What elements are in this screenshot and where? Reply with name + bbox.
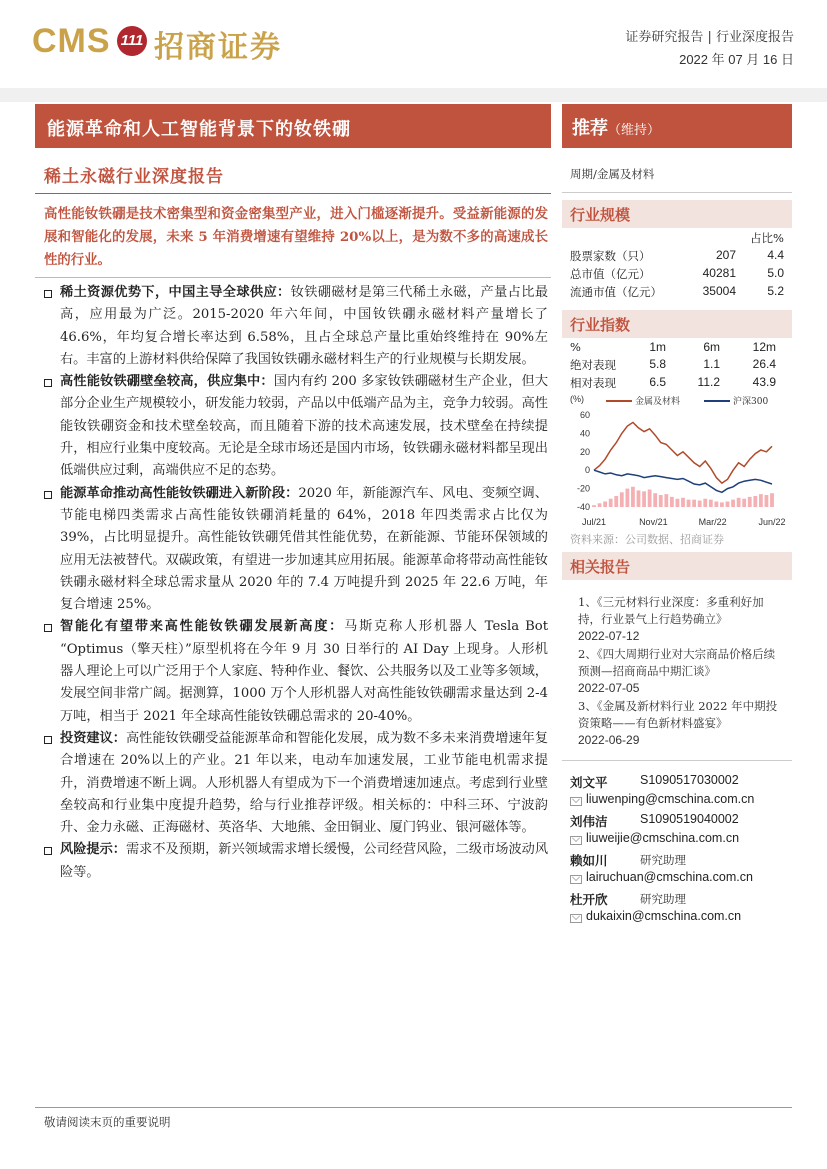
bar <box>642 491 646 507</box>
rating-bar <box>562 104 792 148</box>
bar <box>753 496 757 507</box>
bar <box>659 495 663 507</box>
analyst-role: 研究助理 <box>640 892 686 906</box>
bar <box>620 492 624 507</box>
cell-value: 11.2 <box>697 375 720 389</box>
table-row <box>570 266 784 284</box>
bar <box>648 490 652 507</box>
rating-value: 推荐 <box>572 118 608 139</box>
table-row <box>570 284 784 302</box>
divider <box>35 277 551 278</box>
x-axis <box>582 517 786 527</box>
bullet-item <box>44 483 548 617</box>
y-axis <box>577 410 590 512</box>
analyst-name: 杜开欣 <box>570 892 608 907</box>
cell-value: 207 <box>715 248 736 262</box>
bar <box>692 500 696 507</box>
header-band <box>0 88 827 102</box>
bullet-lead: 智能化有望带来高性能钕铁硼发展新高度： <box>60 619 345 635</box>
bullet-item <box>44 371 548 482</box>
bar <box>614 496 618 507</box>
bar <box>603 501 607 507</box>
bullet-text: 2020 年，新能源汽车、风电、变频空调、节能电梯四类需求占高性能钕铁硼消耗量的 64%，2018 年四类需求占比仅为 39%，占比明显提升。高性能钕铁硼凭借其性能优势，在新能源、节能环保领域的应用无法被替代。双碳政策，有望进一步加速其应用拓展。能源革命将带动高性能钕铁硼永磁材料全球总需求量从 2020 年的 7.4 万吨提升到 2025 年 22.6 万吨，年复合增速 25%。 <box>60 485 548 613</box>
cell-value: 40281 <box>702 266 736 280</box>
section-header-scale <box>562 200 792 228</box>
report-type: 证券研究报告 | 行业深度报告 <box>625 30 794 45</box>
bar <box>726 501 730 507</box>
cell-pct: 5.2 <box>767 284 784 298</box>
section-header-index <box>562 310 792 338</box>
cell-value: 35004 <box>702 284 736 298</box>
checkbox-bullet-icon <box>44 379 52 387</box>
row-label: 相对表现 <box>570 376 616 390</box>
y-tick-label: -20 <box>576 483 590 494</box>
col-header: 占比% <box>750 231 784 245</box>
rating-sub: （维持） <box>608 123 661 138</box>
index-header-row <box>570 340 784 358</box>
cell-value: 43.9 <box>752 375 776 389</box>
bullet-item <box>44 839 548 884</box>
x-tick-label: Jun/22 <box>758 517 786 527</box>
email-icon <box>570 875 582 884</box>
series-lines <box>594 422 772 492</box>
volume-bars <box>592 487 774 507</box>
x-tick-label: Mar/22 <box>698 517 727 527</box>
section-title: 相关报告 <box>570 558 631 576</box>
checkbox-bullet-icon <box>44 847 52 855</box>
email-icon <box>570 836 582 845</box>
cell-pct: 5.0 <box>767 266 784 280</box>
bar <box>742 499 746 507</box>
related-report[interactable] <box>578 646 783 697</box>
related-report[interactable] <box>578 698 783 749</box>
bar <box>609 499 613 507</box>
legend-label: 沪深300 <box>733 397 769 407</box>
bar <box>765 495 769 507</box>
related-title[interactable]: 1、《三元材料行业深度：多重利好加持，行业景气上行趋势确立》 <box>578 595 764 626</box>
divider <box>35 193 551 194</box>
related-title[interactable]: 3、《金属及新材料行业 2022 年中期投资策略——有色新材料盛宴》 <box>578 699 778 730</box>
summary-text: 高性能钕铁硼是技术密集型和资金密集型产业，进入门槛逐渐提升。受益新能源的发展和智能化的发展，未来 5 年消费增速有望维持 20%以上，是为数不多的高速成长性的行业。 <box>44 206 548 268</box>
series-line-0 <box>594 422 772 483</box>
bar <box>670 497 674 507</box>
logo-chinese: 招商证券 <box>154 30 282 65</box>
bullet-lead: 风险提示： <box>60 842 126 858</box>
checkbox-bullet-icon <box>44 624 52 632</box>
bar <box>687 500 691 507</box>
bullet-text: 需求不及预期，新兴领域需求增长缓慢，公司经营风险，二级市场波动风险等。 <box>60 842 549 880</box>
bar <box>759 494 763 507</box>
bullet-text: 高性能钕铁硼受益能源革命和智能化发展，成为数不多未来消费增速年复合增速在 20%以上的产业。21 年以来，电动车加速发展，工业节能电机需求提升，消费增速不断上调。人形机器人有望成为下一个消费增速加速点。考虑到行业壁垒较高和行业集中度提升趋势，给与行业推荐评级。相关标的：中科三环、宁波韵升、金力永磁、正海磁材、英洛华、大地熊、金田铜业、厦门钨业、银河磁体等。 <box>60 730 549 836</box>
cell-value: 6.5 <box>649 375 666 389</box>
email-icon <box>570 914 582 923</box>
report-subtitle: 稀土永磁行业深度报告 <box>44 167 224 187</box>
analyst-email[interactable]: lairuchuan@cmschina.com.cn <box>586 870 753 884</box>
cell-value: 5.8 <box>649 357 666 371</box>
bar <box>748 497 752 507</box>
bullet-item <box>44 728 548 839</box>
bar <box>653 493 657 507</box>
col-header: 12m <box>752 340 776 354</box>
bar <box>631 487 635 507</box>
bullet-lead: 投资建议： <box>60 730 126 746</box>
y-tick-label: -40 <box>576 502 590 512</box>
scale-header-row <box>570 230 784 248</box>
bullet-item <box>44 282 548 371</box>
logo-badge-icon: 111 <box>117 26 147 56</box>
analyst-email[interactable]: liuwenping@cmschina.com.cn <box>586 792 755 806</box>
analyst-name: 刘伟洁 <box>570 814 608 829</box>
cell-pct: 4.4 <box>767 248 784 262</box>
bar <box>637 490 641 507</box>
page-title: 能源革命和人工智能背景下的钕铁硼 <box>47 119 351 140</box>
table-row <box>570 357 784 375</box>
series-line-1 <box>594 470 772 492</box>
related-date: 2022-07-05 <box>578 681 640 695</box>
legend-label: 金属及材料 <box>635 397 681 407</box>
bar <box>664 494 668 507</box>
col-header: 6m <box>703 340 720 354</box>
bullet-item <box>44 616 548 727</box>
rating-label <box>572 114 660 140</box>
checkbox-bullet-icon <box>44 491 52 499</box>
cell-value: 26.4 <box>752 357 776 371</box>
y-tick-label: 40 <box>579 428 590 439</box>
row-label: 股票家数（只） <box>570 249 651 263</box>
legend <box>606 395 768 407</box>
logo-latin: CMS <box>32 22 111 60</box>
bar <box>731 500 735 507</box>
report-date: 2022 年 07 月 16 日 <box>679 52 794 67</box>
bar <box>592 505 596 507</box>
footer-note: 敬请阅读末页的重要说明 <box>44 1115 171 1129</box>
divider <box>562 192 792 193</box>
related-report[interactable] <box>578 594 783 645</box>
bar <box>709 500 713 507</box>
chart-source: 资料来源：公司数据、招商证券 <box>570 533 724 546</box>
related-date: 2022-07-12 <box>578 629 640 643</box>
bar <box>681 498 685 507</box>
bar <box>625 489 629 507</box>
bullet-lead: 能源革命推动高性能钕铁硼进入新阶段： <box>60 485 299 501</box>
bullet-text: 国内有约 200 多家钕铁硼磁材生产企业，但大部分企业生产规模较小，研发能力较弱，产品以中低端产品为主，竞争力较弱。高性能钕铁硼资金和技术壁垒较高，而且随着下游的技术高速发展，技术壁垒在持续提升，相应行业集中度较高。无论是全球市场还是国内市场，钕铁硼永磁材料都呈现出低端供应过剩，高端供应不足的态势。 <box>60 374 549 479</box>
section-title: 行业指数 <box>570 316 631 334</box>
related-title[interactable]: 2、《四大周期行业对大宗商品价格后续预测—招商商品中期汇谈》 <box>578 647 776 678</box>
divider <box>562 760 792 761</box>
bar <box>737 498 741 507</box>
bar <box>698 501 702 507</box>
table-row <box>570 248 784 266</box>
bar <box>714 501 718 507</box>
checkbox-bullet-icon <box>44 736 52 744</box>
bar <box>676 499 680 507</box>
email-icon <box>570 797 582 806</box>
row-label: 流通市值（亿元） <box>570 285 662 299</box>
bullet-lead: 高性能钕铁硼壁垒较高，供应集中： <box>60 374 274 390</box>
analyst-id: S1090519040002 <box>640 812 739 826</box>
analyst-name: 刘文平 <box>570 775 608 790</box>
row-label: 绝对表现 <box>570 358 616 372</box>
analyst-email[interactable]: liuweijie@cmschina.com.cn <box>586 831 740 845</box>
related-date: 2022-06-29 <box>578 733 640 747</box>
sector-label: 周期/金属及材料 <box>570 167 655 181</box>
bar <box>770 493 774 507</box>
footer-divider <box>35 1107 792 1108</box>
y-tick-label: 60 <box>579 410 590 420</box>
bar <box>598 503 602 507</box>
page-header <box>0 0 827 90</box>
analyst-role: 研究助理 <box>640 853 686 867</box>
y-unit-label: (%) <box>570 394 584 404</box>
x-tick-label: Nov/21 <box>639 517 668 527</box>
bullet-list <box>44 282 548 884</box>
y-tick-label: 0 <box>584 465 590 476</box>
col-header: % <box>570 340 581 354</box>
section-header-related <box>562 552 792 580</box>
bullet-text: 马斯克称人形机器人 Tesla Bot “Optimus（擎天柱）”原型机将在今年 9 月 30 日举行的 AI Day 上现身。人形机器人理论上可以广泛用于个人家庭、特种作业、餐饮、公共服务以及工业等多领域，发展空间非常广阔。据测算，1000 万个人形机器人对高性能钕铁硼需求量达到 2-4 万吨，相当于 2021 年全球高性能钕铁硼总需求的 20-40%。 <box>60 619 548 724</box>
y-tick-label: 20 <box>579 446 590 457</box>
section-title: 行业规模 <box>570 206 631 224</box>
analyst-name: 赖如川 <box>570 853 608 868</box>
cell-value: 1.1 <box>703 357 720 371</box>
col-header: 1m <box>649 340 666 354</box>
checkbox-bullet-icon <box>44 290 52 298</box>
analyst-id: S1090517030002 <box>640 773 739 787</box>
x-tick-label: Jul/21 <box>581 517 607 527</box>
row-label: 总市值（亿元） <box>570 267 651 281</box>
analyst-email[interactable]: dukaixin@cmschina.com.cn <box>586 909 742 923</box>
bullet-text: 钕铁硼磁材是第三代稀土永磁，产量占比最高，应用最为广泛。2015-2020 年六年间，中国钕铁硼永磁材料产量增长了 46.6%，年均复合增长率达到 6.58%，且占全球总产量比重始终维持在 90%左右。丰富的上游材料供给保障了我国钕铁硼永磁材料生产的行业规模与长期发展。 <box>60 285 549 367</box>
bullet-lead: 稀土资源优势下，中国主导全球供应： <box>60 285 291 300</box>
index-chart <box>566 380 786 530</box>
title-bar <box>35 104 551 148</box>
bar <box>720 502 724 507</box>
bar <box>703 499 707 507</box>
